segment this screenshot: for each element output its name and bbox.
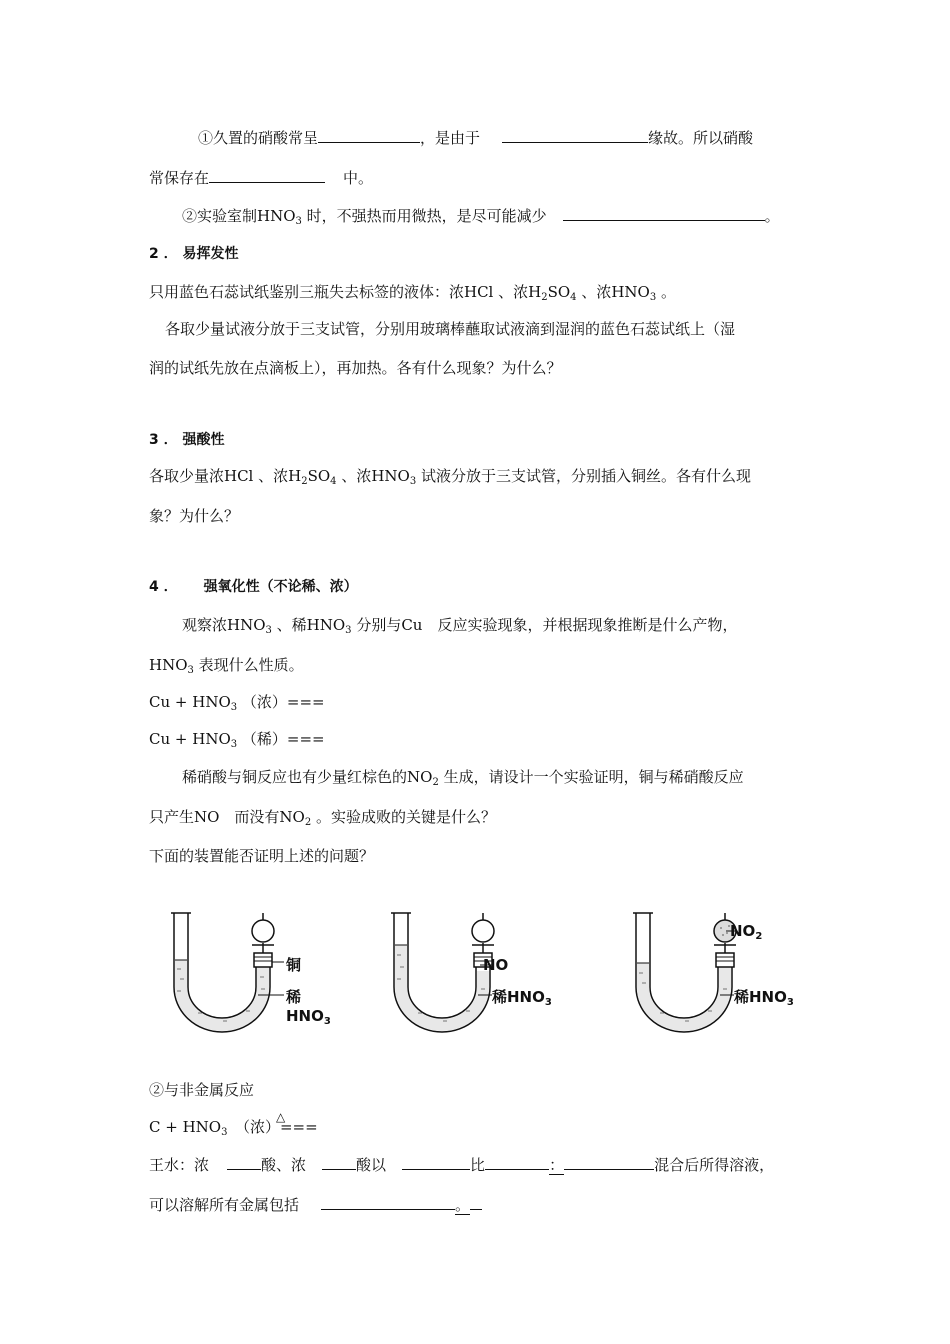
text: 时，不强热而用微热，是尽可能减少 [301, 207, 547, 225]
s3-p2: 象？为什么？ [149, 507, 240, 525]
subscript: 2 [304, 817, 312, 828]
s4-p2 [149, 655, 304, 675]
blank-field[interactable] [502, 128, 648, 143]
text: 。 [764, 207, 780, 225]
section-heading-3: 3 ． 强酸性 [149, 432, 225, 448]
u-tube-diagram [388, 905, 558, 1040]
subscript: 2 [432, 777, 439, 788]
subscript: 3 [345, 625, 352, 636]
text: ①久置的硝酸常呈 [198, 129, 319, 147]
text: 各取少量浓HCl 、浓H [149, 467, 302, 485]
text: （浓） [227, 1118, 280, 1136]
subscript: 4 [570, 292, 577, 303]
s4-p5: 下面的装置能否证明上述的问题？ [149, 847, 375, 865]
s1-line2 [149, 168, 373, 188]
subscript: 4 [330, 476, 337, 487]
text: 酸、浓 [261, 1156, 307, 1174]
figure-label-top: NO [483, 956, 509, 974]
text: 强氧化性（不论稀、浓） [203, 579, 358, 595]
u-tube-diagram [630, 905, 800, 1040]
text: （浓）=== [237, 693, 325, 711]
text: HNO [149, 656, 188, 674]
blank-field[interactable] [564, 1155, 654, 1170]
s3-p1 [149, 466, 751, 486]
figure-label-bottom [734, 986, 794, 1007]
subscript: 3 [265, 625, 272, 636]
text: Cu + HNO [149, 730, 231, 748]
text: ： [549, 1156, 565, 1174]
section-heading-nonmetal: ②与非金属反应 [149, 1081, 255, 1099]
text: 、稀HNO [271, 616, 346, 634]
subscript: 3 [221, 1127, 228, 1138]
text: （稀）=== [237, 730, 325, 748]
s2-p2a: 各取少量试液分放于三支试管，分别用玻璃棒蘸取试液滴到湿润的蓝色石蕊试纸上（湿 [165, 320, 736, 338]
figure-label-top: 铜 [286, 956, 302, 974]
text: 稀HNO [286, 988, 324, 1025]
text: 稀HNO [492, 988, 545, 1006]
text: === [279, 1118, 318, 1136]
text: 常保存在 [149, 169, 210, 187]
s4-p4 [149, 807, 496, 827]
text: 中。 [343, 169, 374, 187]
subscript: 3 [230, 702, 238, 713]
blank-field[interactable] [321, 1195, 455, 1210]
text: ②实验室制HNO [182, 207, 296, 225]
subscript: 2 [301, 476, 308, 487]
subscript: 3 [409, 476, 417, 487]
equation-cu-conc [149, 692, 325, 712]
text: 比 [470, 1156, 486, 1174]
text: C + HNO [149, 1118, 222, 1136]
text: 、浓HNO [336, 467, 410, 485]
text: 可以溶解所有金属包括 [149, 1196, 300, 1214]
subscript: 2 [755, 931, 763, 942]
blank-field[interactable] [402, 1155, 470, 1170]
blank-field[interactable] [227, 1155, 261, 1170]
text: 混合后所得溶液， [654, 1156, 775, 1174]
subscript: 3 [230, 739, 238, 750]
section-heading-4 [149, 577, 358, 597]
text: 王水：浓 [149, 1156, 210, 1174]
text: NO [730, 922, 756, 940]
subscript: 3 [649, 292, 657, 303]
figure-label-bottom [492, 986, 552, 1007]
blank-field[interactable] [485, 1155, 549, 1170]
subscript: 3 [323, 1016, 331, 1027]
heat-symbol: △ [275, 1110, 286, 1124]
text: SO [307, 467, 331, 485]
text: 试液分放于三支试管，分别插入铜丝。各有什么现 [416, 467, 751, 485]
text: 缘故。所以硝酸 [648, 129, 754, 147]
blank-field[interactable] [322, 1155, 356, 1170]
blank-field[interactable] [563, 206, 765, 221]
s4-p1 [182, 615, 737, 635]
text: 稀硝酸与铜反应也有少量红棕色的NO [182, 768, 433, 786]
u-tube-figure-3 [630, 905, 800, 1040]
text: 4 ． [149, 579, 178, 595]
equation-carbon [149, 1110, 318, 1138]
u-tube-figure-2 [388, 905, 558, 1040]
text: 酸以 [356, 1156, 387, 1174]
text: 分别与Cu 反应实验现象，并根据现象推断是什么产物， [351, 616, 738, 634]
text: 。 [656, 283, 676, 301]
last-line [149, 1195, 482, 1215]
text: SO [547, 283, 571, 301]
text: Cu + HNO [149, 693, 231, 711]
s2-p1 [149, 282, 676, 302]
text: 只用蓝色石蕊试纸鉴别三瓶失去标签的液体：浓HCl 、浓H [149, 283, 542, 301]
u-tube-figure-1 [168, 905, 331, 1040]
subscript: 3 [187, 665, 194, 676]
equation-cu-dilute [149, 729, 325, 749]
text: 观察浓HNO [182, 616, 266, 634]
s4-p3 [182, 767, 744, 787]
text: 、浓HNO [576, 283, 650, 301]
text: 只产生NO 而没有NO [149, 808, 305, 826]
subscript: 3 [295, 216, 302, 227]
s1-line3 [182, 206, 780, 226]
text: ，是由于 [420, 129, 481, 147]
subscript: 2 [541, 292, 548, 303]
s1-line1 [198, 128, 753, 148]
blank-field[interactable] [209, 168, 325, 183]
figure-label-top [730, 922, 762, 940]
text: 。 [455, 1196, 471, 1214]
s2-p2b: 润的试纸先放在点滴板上），再加热。各有什么现象？为什么？ [149, 359, 562, 377]
figure-label-bottom [286, 986, 331, 1025]
subscript: 3 [786, 997, 794, 1008]
blank-field[interactable] [470, 1195, 482, 1210]
text: 表现什么性质。 [193, 656, 304, 674]
blank-field[interactable] [318, 128, 420, 143]
subscript: 3 [544, 997, 552, 1008]
text: 生成，请设计一个实验证明，铜与稀硝酸反应 [438, 768, 744, 786]
aqua-regia-line [149, 1155, 774, 1175]
text: 。实验成败的关键是什么？ [311, 808, 497, 826]
section-heading-2: 2 ． 易挥发性 [149, 246, 239, 262]
text: 稀HNO [734, 988, 787, 1006]
